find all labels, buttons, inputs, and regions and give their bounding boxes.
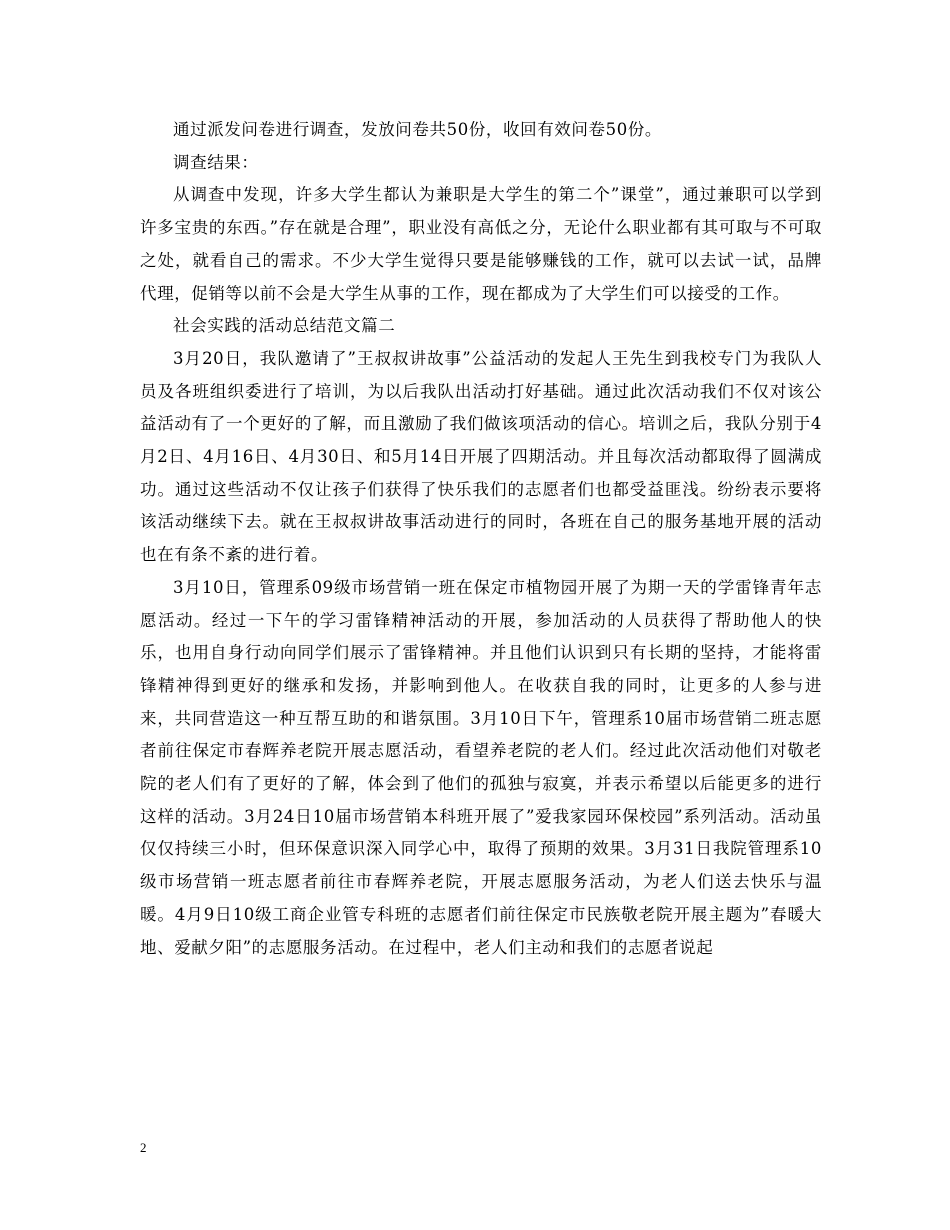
page-number: 2: [140, 1140, 147, 1155]
section-heading: 社会实践的活动总结范文篇二: [173, 316, 396, 336]
document-body: [140, 114, 822, 964]
paragraph-march-10-activities: 3月10日，管理系09级市场营销一班在保定市植物园开展了为期一天的学雷锋青年志愿活动。经过一下午的学习雷锋精神活动的开展，参加活动的人员获得了帮助他人的快乐，也用自身行动向同学们展示了雷锋精神。并且他们认识到只有长期的坚持，才能将雷锋精神得到更好的继承和发扬，并影响到他人。在收获自我的同时，让更多的人参与进来，共同营造这一种互帮互助的和谐氛围。3月10日下午，管理系10届市场营销二班志愿者前往保定市春辉养老院开展志愿活动，看望养老院的老人们。经过此次活动他们对敬老院的老人们有了更好的了解，体会到了他们的孤独与寂寞，并表示希望以后能更多的进行这样的活动。3月24日10届市场营销本科班开展了”爱我家园环保校园”系列活动。活动虽仅仅持续三小时，但环保意识深入同学心中，取得了预期的效果。3月31日我院管理系10级市场营销一班志愿者前往市春辉养老院，开展志愿服务活动，为老人们送去快乐与温暖。4月9日10级工商企业管专科班的志愿者们前往保定市民族敬老院开展主题为”春暖大地、爱献夕阳”的志愿服务活动。在过程中，老人们主动和我们的志愿者说起: [140, 577, 822, 957]
paragraph-survey-findings: 从调查中发现，许多大学生都认为兼职是大学生的第二个”课堂”，通过兼职可以学到许多宝贵的东西。”存在就是合理”，职业没有高低之分，无论什么职业都有其可取与不可取之处，就看自己的需求。不少大学生觉得只要是能够赚钱的工作，就可以去试一试，品牌代理，促销等以前不会是大学生从事的工作，现在都成为了大学生们可以接受的工作。: [140, 185, 822, 303]
paragraph-march-20-training: 3月20日，我队邀请了”王叔叔讲故事”公益活动的发起人王先生到我校专门为我队人员及各班组织委进行了培训，为以后我队出活动打好基础。通过此次活动我们不仅对该公益活动有了一个更好的了解，而且激励了我们做该项活动的信心。培训之后，我队分别于4月2日、4月16日、4月30日、和5月14日开展了四期活动。并且每次活动都取得了圆满成功。通过这些活动不仅让孩子们获得了快乐我们的志愿者们也都受益匪浅。纷纷表示要将该活动继续下去。就在王叔叔讲故事活动进行的同时，各班在自己的服务基地开展的活动也在有条不紊的进行着。: [140, 348, 822, 565]
paragraph-survey-results-label: 调查结果：: [173, 152, 259, 172]
paragraph-survey-method: 通过派发问卷进行调查，发放问卷共50份，收回有效问卷50份。: [173, 120, 662, 139]
